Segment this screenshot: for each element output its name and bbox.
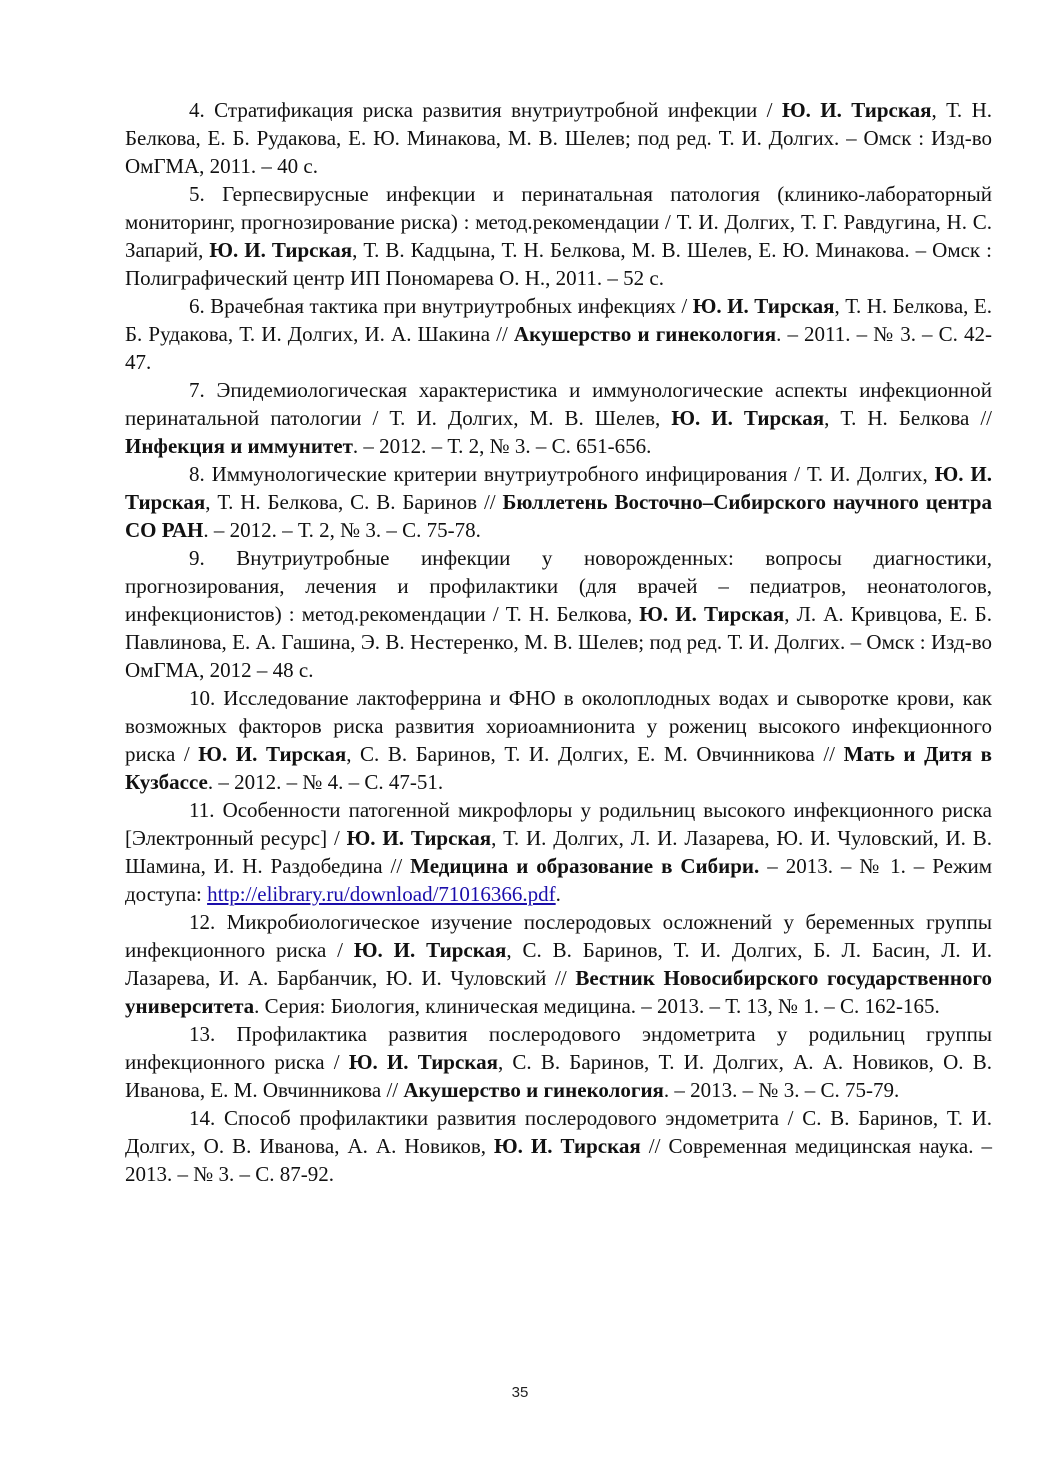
reference-bold-text: Ю. И. Тирская (639, 602, 785, 626)
reference-text: 10. Исследование лактоферрина и ФНО в околоплодных водах и сыворотке крови, как возможных факторов риска развития хориоамнионита у рожениц высокого инфекционного риска / (125, 686, 992, 766)
reference-bold-text: Ю. И. Тирская (494, 1134, 641, 1158)
reference-bold-text: Ю. И. Тирская (671, 406, 825, 430)
reference-text: 5. Герпесвирусные инфекции и перинатальная патология (клинико-лабораторный мониторинг, прогнозирование риска) : метод.рекомендации / Т. И. Долгих, Т. Г. Равдугина, Н. С. Запарий, (125, 182, 992, 262)
reference-bold-text: Ю. И. Тирская (346, 826, 492, 850)
ref-5 (125, 180, 992, 292)
reference-bold-text: Медицина и образование в Сибири. (410, 854, 760, 878)
ref-10 (125, 684, 992, 796)
reference-list (125, 96, 992, 1188)
reference-text: . – 2012. – Т. 2, № 3. – С. 75-78. (203, 518, 481, 542)
reference-text: , Л. А. Кривцова, Е. Б. Павлинова, Е. А. Гашина, Э. В. Нестеренко, М. В. Шелев; под ред. Т. И. Долгих. – Омск : Изд-во ОмГМА, 2012 – 48 с. (125, 602, 992, 682)
reference-text: 7. Эпидемиологическая характеристика и иммунологические аспекты инфекционной перинатальной патологии / Т. И. Долгих, М. В. Шелев, (125, 378, 992, 430)
reference-bold-text: Инфекция и иммунитет (125, 434, 353, 458)
reference-text: – 2013. – № 1. – Режим доступа: (125, 854, 992, 906)
reference-bold-text: Ю. И. Тирская (209, 238, 353, 262)
ref-12 (125, 908, 992, 1020)
reference-text: , Т. Н. Белкова, С. В. Баринов // (205, 490, 503, 514)
reference-text: . – 2012. – Т. 2, № 3. – С. 651-656. (352, 434, 652, 458)
reference-text: . – 2011. – № 3. – С. 42-47. (125, 322, 992, 374)
ref-7 (125, 376, 992, 460)
reference-bold-text: Ю. И. Тирская (353, 938, 507, 962)
page-number: 35 (511, 1384, 529, 1401)
ref-14 (125, 1104, 992, 1188)
reference-text: 6. Врачебная тактика при внутриутробных инфекциях / (189, 294, 693, 318)
ref-4 (125, 96, 992, 180)
reference-bold-text: Ю. И. Тирская (125, 462, 993, 514)
reference-text: 4. Стратификация риска развития внутриутробной инфекции / (189, 98, 782, 122)
ref-9 (125, 544, 992, 684)
reference-text: 11. Особенности патогенной микрофлоры у родильниц высокого инфекционного риска [Электронный ресурс] / (125, 798, 992, 850)
reference-text: , С. В. Баринов, Т. И. Долгих, А. А. Новиков, О. В. Иванова, Е. М. Овчинникова // (125, 1050, 992, 1102)
reference-text: , Т. Н. Белкова, Е. Б. Рудакова, Т. И. Долгих, И. А. Шакина // (125, 294, 992, 346)
reference-text: . (555, 882, 561, 906)
reference-text: , С. В. Баринов, Т. И. Долгих, Б. Л. Басин, Л. И. Лазарева, И. А. Барбанчик, Ю. И. Чуловский // (125, 938, 992, 990)
reference-text: 8. Иммунологические критерии внутриутробного инфицирования / Т. И. Долгих, (189, 462, 935, 486)
reference-text: , Т. И. Долгих, Л. И. Лазарева, Ю. И. Чуловский, И. В. Шамина, И. Н. Раздобедина // (125, 826, 992, 878)
reference-text: 13. Профилактика развития послеродового эндометрита у родильниц группы инфекционного риска / (125, 1022, 992, 1074)
reference-text: // Современная медицинская наука. – 2013. – № 3. – С. 87-92. (125, 1134, 992, 1186)
reference-bold-text: Акушерство и гинекология (403, 1078, 664, 1102)
reference-text: , Т. Н. Белкова // (824, 406, 992, 430)
reference-bold-text: Ю. И. Тирская (781, 98, 932, 122)
reference-bold-text: Бюллетень Восточно–Сибирского научного центра СО РАН (125, 490, 992, 542)
ref-8 (125, 460, 992, 544)
reference-text: 9. Внутриутробные инфекции у новорожденных: вопросы диагностики, прогнозирования, лечения и профилактики (для врачей – педиатров, неонатологов, инфекционистов) : метод.рекомендации / Т. Н. Белкова, (125, 546, 992, 626)
ref-11 (125, 796, 992, 908)
ref-13 (125, 1020, 992, 1104)
reference-text: . – 2013. – № 3. – С. 75-79. (663, 1078, 900, 1102)
reference-text: . Серия: Биология, клиническая медицина. – 2013. – Т. 13, № 1. – С. 162-165. (254, 994, 940, 1018)
reference-text: . – 2012. – № 4. – С. 47-51. (207, 770, 444, 794)
reference-bold-text: Ю. И. Тирская (198, 742, 347, 766)
reference-bold-text: Акушерство и гинекология (513, 322, 777, 346)
reference-text: , Т. В. Кадцына, Т. Н. Белкова, М. В. Шелев, Е. Ю. Минакова. – Омск : Полиграфический центр ИП Пономарева О. Н., 2011. – 52 с. (125, 238, 992, 290)
reference-text: , С. В. Баринов, Т. И. Долгих, Е. М. Овчинникова // (346, 742, 844, 766)
reference-text: 14. Способ профилактики развития послеродового эндометрита / С. В. Баринов, Т. И. Долгих, О. В. Иванова, А. А. Новиков, (125, 1106, 992, 1158)
reference-bold-text: Ю. И. Тирская (692, 294, 835, 318)
reference-bold-text: Мать и Дитя в Кузбассе (125, 742, 992, 794)
ref-6 (125, 292, 992, 376)
reference-bold-text: Вестник Новосибирского государственного университета (125, 966, 992, 1018)
reference-text: 12. Микробиологическое изучение послеродовых осложнений у беременных группы инфекционного риска / (125, 910, 992, 962)
reference-bold-text: Ю. И. Тирская (348, 1050, 498, 1074)
reference-link[interactable]: http://elibrary.ru/download/71016366.pdf (207, 882, 556, 906)
reference-text: , Т. Н. Белкова, Е. Б. Рудакова, Е. Ю. Минакова, М. В. Шелев; под ред. Т. И. Долгих. – Омск : Изд-во ОмГМА, 2011. – 40 с. (125, 98, 992, 178)
